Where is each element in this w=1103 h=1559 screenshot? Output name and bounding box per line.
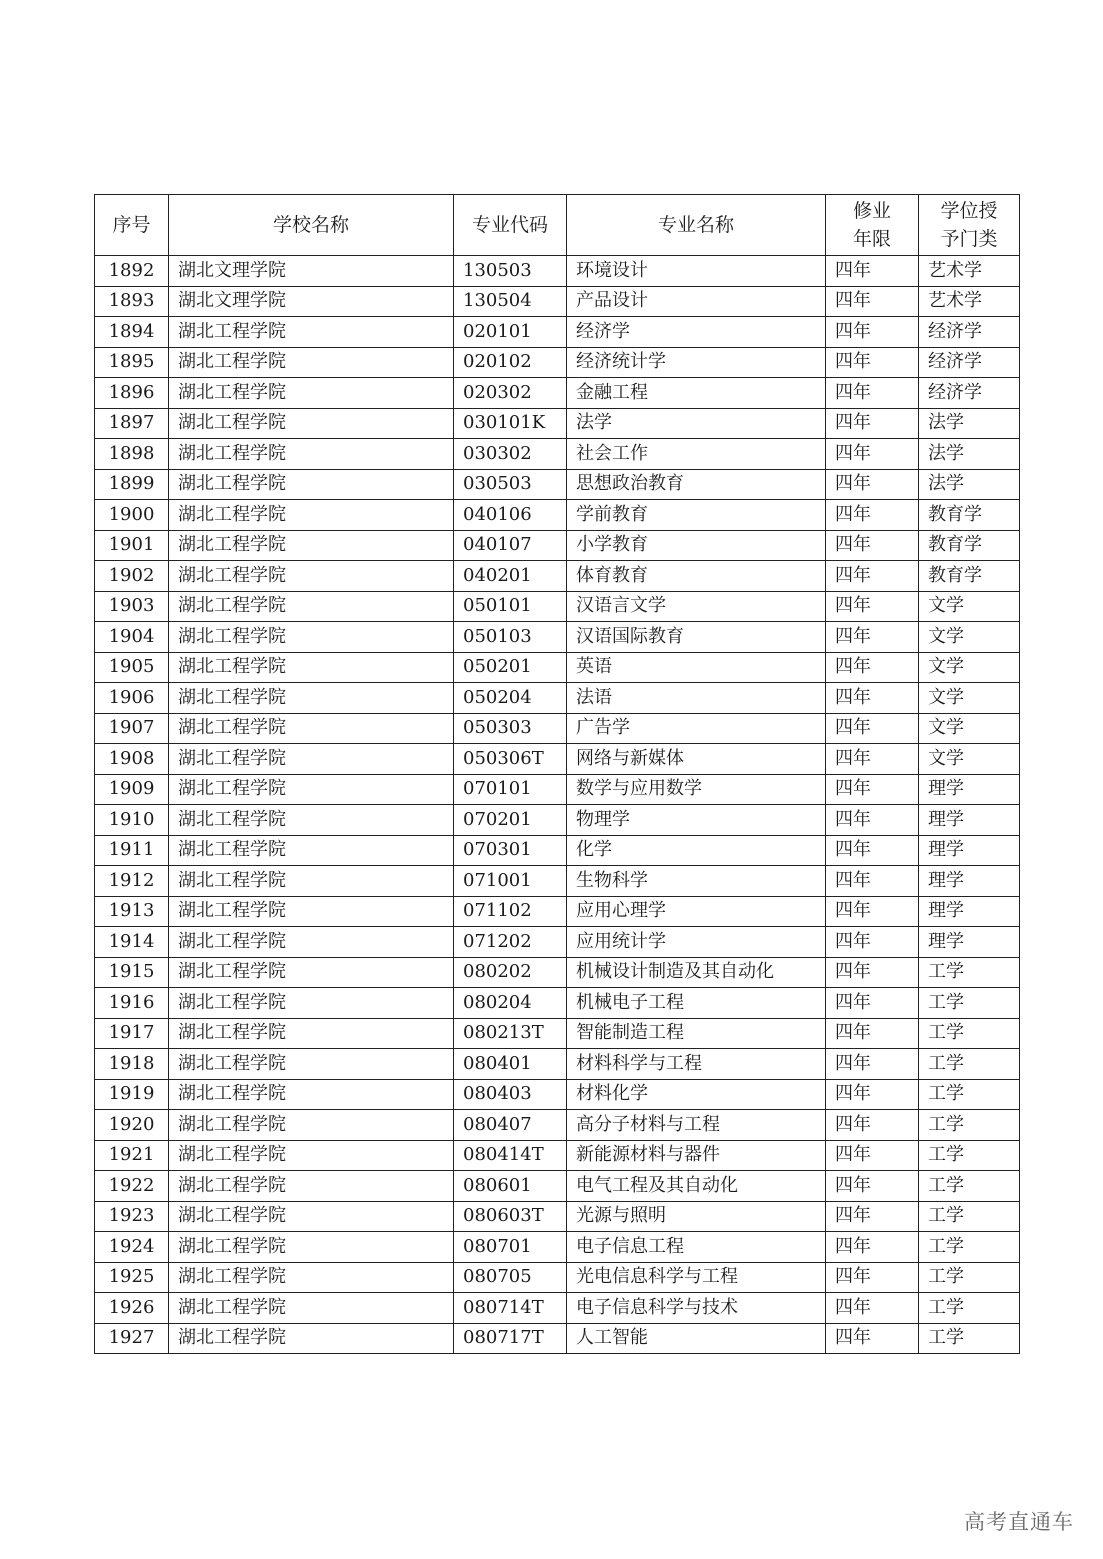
- cell-school: 湖北工程学院: [169, 439, 454, 470]
- cell-code: 020302: [454, 378, 567, 409]
- cell-code: 080701: [454, 1232, 567, 1263]
- cell-code: 030302: [454, 439, 567, 470]
- table-row: [95, 652, 1020, 683]
- table-row: [95, 774, 1020, 805]
- cell-no: 1916: [95, 988, 169, 1019]
- cell-major: 经济统计学: [567, 347, 826, 378]
- cell-years: 四年: [826, 1262, 919, 1293]
- cell-years: 四年: [826, 652, 919, 683]
- cell-degree: 理学: [919, 896, 1020, 927]
- table-row: [95, 1201, 1020, 1232]
- cell-years: 四年: [826, 561, 919, 592]
- cell-degree: 理学: [919, 866, 1020, 897]
- table-row: [95, 317, 1020, 348]
- cell-school: 湖北工程学院: [169, 1201, 454, 1232]
- cell-years: 四年: [826, 1293, 919, 1324]
- header-no: 序号: [95, 195, 169, 256]
- cell-school: 湖北工程学院: [169, 378, 454, 409]
- table-row: [95, 378, 1020, 409]
- cell-code: 080717T: [454, 1323, 567, 1354]
- cell-degree: 理学: [919, 835, 1020, 866]
- cell-school: 湖北工程学院: [169, 530, 454, 561]
- table-row: [95, 1110, 1020, 1141]
- watermark-text: 高考直通车: [964, 1510, 1074, 1534]
- table-row: [95, 500, 1020, 531]
- cell-code: 080407: [454, 1110, 567, 1141]
- cell-degree: 工学: [919, 957, 1020, 988]
- cell-major: 物理学: [567, 805, 826, 836]
- cell-school: 湖北工程学院: [169, 683, 454, 714]
- cell-degree: 文学: [919, 744, 1020, 775]
- cell-code: 071001: [454, 866, 567, 897]
- cell-years: 四年: [826, 530, 919, 561]
- cell-degree: 经济学: [919, 378, 1020, 409]
- cell-major: 材料化学: [567, 1079, 826, 1110]
- cell-major: 电气工程及其自动化: [567, 1171, 826, 1202]
- cell-major: 光电信息科学与工程: [567, 1262, 826, 1293]
- cell-years: 四年: [826, 713, 919, 744]
- table-row: [95, 622, 1020, 653]
- cell-code: 050303: [454, 713, 567, 744]
- cell-degree: 理学: [919, 805, 1020, 836]
- cell-no: 1918: [95, 1049, 169, 1080]
- cell-no: 1894: [95, 317, 169, 348]
- cell-school: 湖北工程学院: [169, 1171, 454, 1202]
- cell-major: 智能制造工程: [567, 1018, 826, 1049]
- table-row: [95, 1262, 1020, 1293]
- cell-major: 高分子材料与工程: [567, 1110, 826, 1141]
- cell-no: 1895: [95, 347, 169, 378]
- cell-years: 四年: [826, 774, 919, 805]
- cell-major: 汉语国际教育: [567, 622, 826, 653]
- cell-no: 1901: [95, 530, 169, 561]
- table-row: [95, 256, 1020, 287]
- table-row: [95, 1018, 1020, 1049]
- cell-degree: 文学: [919, 591, 1020, 622]
- cell-code: 050204: [454, 683, 567, 714]
- cell-no: 1913: [95, 896, 169, 927]
- cell-no: 1920: [95, 1110, 169, 1141]
- cell-no: 1925: [95, 1262, 169, 1293]
- table-row: [95, 530, 1020, 561]
- cell-degree: 教育学: [919, 530, 1020, 561]
- cell-no: 1917: [95, 1018, 169, 1049]
- cell-code: 040201: [454, 561, 567, 592]
- cell-no: 1922: [95, 1171, 169, 1202]
- cell-no: 1902: [95, 561, 169, 592]
- cell-code: 040107: [454, 530, 567, 561]
- cell-years: 四年: [826, 896, 919, 927]
- cell-degree: 法学: [919, 439, 1020, 470]
- cell-major: 英语: [567, 652, 826, 683]
- cell-no: 1926: [95, 1293, 169, 1324]
- cell-degree: 经济学: [919, 317, 1020, 348]
- cell-degree: 文学: [919, 683, 1020, 714]
- cell-no: 1914: [95, 927, 169, 958]
- cell-major: 应用心理学: [567, 896, 826, 927]
- cell-major: 体育教育: [567, 561, 826, 592]
- cell-years: 四年: [826, 286, 919, 317]
- cell-no: 1915: [95, 957, 169, 988]
- cell-major: 数学与应用数学: [567, 774, 826, 805]
- header-years: [826, 195, 919, 256]
- table-row: [95, 927, 1020, 958]
- cell-degree: 理学: [919, 774, 1020, 805]
- cell-years: 四年: [826, 1201, 919, 1232]
- cell-years: 四年: [826, 1110, 919, 1141]
- cell-code: 050306T: [454, 744, 567, 775]
- cell-no: 1911: [95, 835, 169, 866]
- cell-degree: 工学: [919, 1110, 1020, 1141]
- cell-years: 四年: [826, 805, 919, 836]
- cell-years: 四年: [826, 1323, 919, 1354]
- table-row: [95, 1323, 1020, 1354]
- cell-no: 1927: [95, 1323, 169, 1354]
- cell-code: 080403: [454, 1079, 567, 1110]
- header-degree-line2: 予门类: [940, 228, 998, 250]
- cell-school: 湖北工程学院: [169, 866, 454, 897]
- cell-years: 四年: [826, 591, 919, 622]
- cell-major: 网络与新媒体: [567, 744, 826, 775]
- table-row: [95, 988, 1020, 1019]
- table-row: [95, 286, 1020, 317]
- cell-no: 1919: [95, 1079, 169, 1110]
- cell-code: 080601: [454, 1171, 567, 1202]
- cell-degree: 法学: [919, 408, 1020, 439]
- cell-major: 电子信息科学与技术: [567, 1293, 826, 1324]
- cell-years: 四年: [826, 347, 919, 378]
- cell-code: 080204: [454, 988, 567, 1019]
- cell-years: 四年: [826, 744, 919, 775]
- cell-no: 1910: [95, 805, 169, 836]
- cell-major: 法学: [567, 408, 826, 439]
- cell-degree: 工学: [919, 1171, 1020, 1202]
- cell-no: 1897: [95, 408, 169, 439]
- cell-no: 1905: [95, 652, 169, 683]
- cell-years: 四年: [826, 866, 919, 897]
- cell-degree: 工学: [919, 1293, 1020, 1324]
- cell-school: 湖北工程学院: [169, 713, 454, 744]
- cell-code: 040106: [454, 500, 567, 531]
- cell-school: 湖北工程学院: [169, 1232, 454, 1263]
- cell-school: 湖北工程学院: [169, 652, 454, 683]
- cell-degree: 艺术学: [919, 256, 1020, 287]
- cell-degree: 法学: [919, 469, 1020, 500]
- table-row: [95, 1140, 1020, 1171]
- header-code: 专业代码: [454, 195, 567, 256]
- cell-code: 050201: [454, 652, 567, 683]
- table-row: [95, 1232, 1020, 1263]
- cell-school: 湖北工程学院: [169, 408, 454, 439]
- header-major: 专业名称: [567, 195, 826, 256]
- cell-no: 1924: [95, 1232, 169, 1263]
- cell-school: 湖北工程学院: [169, 622, 454, 653]
- cell-no: 1908: [95, 744, 169, 775]
- cell-years: 四年: [826, 622, 919, 653]
- table-body: [95, 256, 1020, 1354]
- cell-school: 湖北工程学院: [169, 1049, 454, 1080]
- cell-no: 1923: [95, 1201, 169, 1232]
- table-row: [95, 1079, 1020, 1110]
- cell-years: 四年: [826, 439, 919, 470]
- cell-major: 产品设计: [567, 286, 826, 317]
- cell-major: 法语: [567, 683, 826, 714]
- cell-major: 金融工程: [567, 378, 826, 409]
- cell-major: 机械设计制造及其自动化: [567, 957, 826, 988]
- table-header-row: [95, 195, 1020, 256]
- cell-no: 1900: [95, 500, 169, 531]
- cell-major: 机械电子工程: [567, 988, 826, 1019]
- cell-degree: 教育学: [919, 500, 1020, 531]
- majors-table: [94, 194, 1020, 1354]
- header-degree: [919, 195, 1020, 256]
- cell-major: 小学教育: [567, 530, 826, 561]
- table-row: [95, 805, 1020, 836]
- cell-degree: 教育学: [919, 561, 1020, 592]
- cell-code: 080414T: [454, 1140, 567, 1171]
- cell-code: 020101: [454, 317, 567, 348]
- cell-degree: 文学: [919, 713, 1020, 744]
- majors-table-container: [94, 194, 1019, 1354]
- cell-years: 四年: [826, 957, 919, 988]
- cell-school: 湖北工程学院: [169, 988, 454, 1019]
- table-row: [95, 713, 1020, 744]
- table-row: [95, 1049, 1020, 1080]
- cell-code: 070101: [454, 774, 567, 805]
- cell-major: 化学: [567, 835, 826, 866]
- cell-code: 071202: [454, 927, 567, 958]
- cell-degree: 工学: [919, 1262, 1020, 1293]
- cell-school: 湖北文理学院: [169, 286, 454, 317]
- cell-major: 思想政治教育: [567, 469, 826, 500]
- table-row: [95, 683, 1020, 714]
- cell-major: 新能源材料与器件: [567, 1140, 826, 1171]
- table-row: [95, 469, 1020, 500]
- cell-no: 1921: [95, 1140, 169, 1171]
- cell-school: 湖北工程学院: [169, 835, 454, 866]
- cell-code: 070301: [454, 835, 567, 866]
- cell-major: 环境设计: [567, 256, 826, 287]
- cell-school: 湖北工程学院: [169, 1262, 454, 1293]
- cell-degree: 工学: [919, 988, 1020, 1019]
- cell-school: 湖北工程学院: [169, 561, 454, 592]
- cell-code: 020102: [454, 347, 567, 378]
- cell-code: 071102: [454, 896, 567, 927]
- cell-code: 080202: [454, 957, 567, 988]
- cell-code: 080603T: [454, 1201, 567, 1232]
- cell-no: 1906: [95, 683, 169, 714]
- cell-years: 四年: [826, 1232, 919, 1263]
- cell-degree: 工学: [919, 1049, 1020, 1080]
- cell-no: 1903: [95, 591, 169, 622]
- cell-school: 湖北工程学院: [169, 317, 454, 348]
- table-row: [95, 347, 1020, 378]
- cell-major: 生物科学: [567, 866, 826, 897]
- cell-school: 湖北工程学院: [169, 957, 454, 988]
- cell-code: 080401: [454, 1049, 567, 1080]
- cell-degree: 理学: [919, 927, 1020, 958]
- header-years-line1: 修业: [852, 200, 891, 222]
- cell-code: 030503: [454, 469, 567, 500]
- cell-school: 湖北工程学院: [169, 744, 454, 775]
- table-row: [95, 896, 1020, 927]
- cell-school: 湖北工程学院: [169, 805, 454, 836]
- cell-years: 四年: [826, 683, 919, 714]
- table-row: [95, 957, 1020, 988]
- cell-years: 四年: [826, 317, 919, 348]
- cell-code: 070201: [454, 805, 567, 836]
- cell-no: 1896: [95, 378, 169, 409]
- header-school: 学校名称: [169, 195, 454, 256]
- cell-code: 080714T: [454, 1293, 567, 1324]
- cell-years: 四年: [826, 927, 919, 958]
- cell-school: 湖北工程学院: [169, 347, 454, 378]
- cell-major: 应用统计学: [567, 927, 826, 958]
- table-row: [95, 439, 1020, 470]
- cell-major: 光源与照明: [567, 1201, 826, 1232]
- cell-code: 030101K: [454, 408, 567, 439]
- cell-no: 1892: [95, 256, 169, 287]
- table-row: [95, 591, 1020, 622]
- cell-major: 学前教育: [567, 500, 826, 531]
- cell-degree: 经济学: [919, 347, 1020, 378]
- cell-major: 材料科学与工程: [567, 1049, 826, 1080]
- table-row: [95, 866, 1020, 897]
- cell-school: 湖北工程学院: [169, 500, 454, 531]
- table-row: [95, 835, 1020, 866]
- cell-no: 1898: [95, 439, 169, 470]
- cell-major: 社会工作: [567, 439, 826, 470]
- cell-major: 经济学: [567, 317, 826, 348]
- cell-school: 湖北工程学院: [169, 1018, 454, 1049]
- cell-code: 130503: [454, 256, 567, 287]
- cell-no: 1899: [95, 469, 169, 500]
- cell-degree: 艺术学: [919, 286, 1020, 317]
- cell-years: 四年: [826, 408, 919, 439]
- cell-school: 湖北工程学院: [169, 1140, 454, 1171]
- cell-code: 080705: [454, 1262, 567, 1293]
- cell-no: 1909: [95, 774, 169, 805]
- cell-years: 四年: [826, 1049, 919, 1080]
- cell-degree: 工学: [919, 1232, 1020, 1263]
- cell-no: 1912: [95, 866, 169, 897]
- cell-school: 湖北工程学院: [169, 1323, 454, 1354]
- cell-years: 四年: [826, 1171, 919, 1202]
- cell-years: 四年: [826, 1018, 919, 1049]
- header-degree-line1: 学位授: [940, 200, 998, 222]
- cell-years: 四年: [826, 378, 919, 409]
- cell-major: 电子信息工程: [567, 1232, 826, 1263]
- cell-code: 080213T: [454, 1018, 567, 1049]
- cell-years: 四年: [826, 988, 919, 1019]
- cell-years: 四年: [826, 835, 919, 866]
- cell-years: 四年: [826, 256, 919, 287]
- cell-major: 广告学: [567, 713, 826, 744]
- cell-school: 湖北工程学院: [169, 1079, 454, 1110]
- cell-degree: 工学: [919, 1140, 1020, 1171]
- cell-years: 四年: [826, 500, 919, 531]
- cell-code: 130504: [454, 286, 567, 317]
- cell-major: 汉语言文学: [567, 591, 826, 622]
- cell-degree: 文学: [919, 652, 1020, 683]
- cell-no: 1907: [95, 713, 169, 744]
- cell-degree: 文学: [919, 622, 1020, 653]
- table-row: [95, 1293, 1020, 1324]
- cell-school: 湖北工程学院: [169, 1110, 454, 1141]
- cell-degree: 工学: [919, 1323, 1020, 1354]
- cell-degree: 工学: [919, 1018, 1020, 1049]
- cell-major: 人工智能: [567, 1323, 826, 1354]
- cell-school: 湖北工程学院: [169, 774, 454, 805]
- table-row: [95, 1171, 1020, 1202]
- cell-school: 湖北工程学院: [169, 469, 454, 500]
- cell-school: 湖北工程学院: [169, 1293, 454, 1324]
- table-row: [95, 408, 1020, 439]
- header-years-line2: 年限: [852, 228, 891, 250]
- cell-school: 湖北工程学院: [169, 896, 454, 927]
- cell-years: 四年: [826, 469, 919, 500]
- cell-no: 1904: [95, 622, 169, 653]
- cell-school: 湖北文理学院: [169, 256, 454, 287]
- table-row: [95, 744, 1020, 775]
- table-row: [95, 561, 1020, 592]
- cell-code: 050101: [454, 591, 567, 622]
- cell-degree: 工学: [919, 1079, 1020, 1110]
- cell-school: 湖北工程学院: [169, 927, 454, 958]
- cell-years: 四年: [826, 1079, 919, 1110]
- cell-no: 1893: [95, 286, 169, 317]
- cell-school: 湖北工程学院: [169, 591, 454, 622]
- cell-years: 四年: [826, 1140, 919, 1171]
- cell-degree: 工学: [919, 1201, 1020, 1232]
- cell-code: 050103: [454, 622, 567, 653]
